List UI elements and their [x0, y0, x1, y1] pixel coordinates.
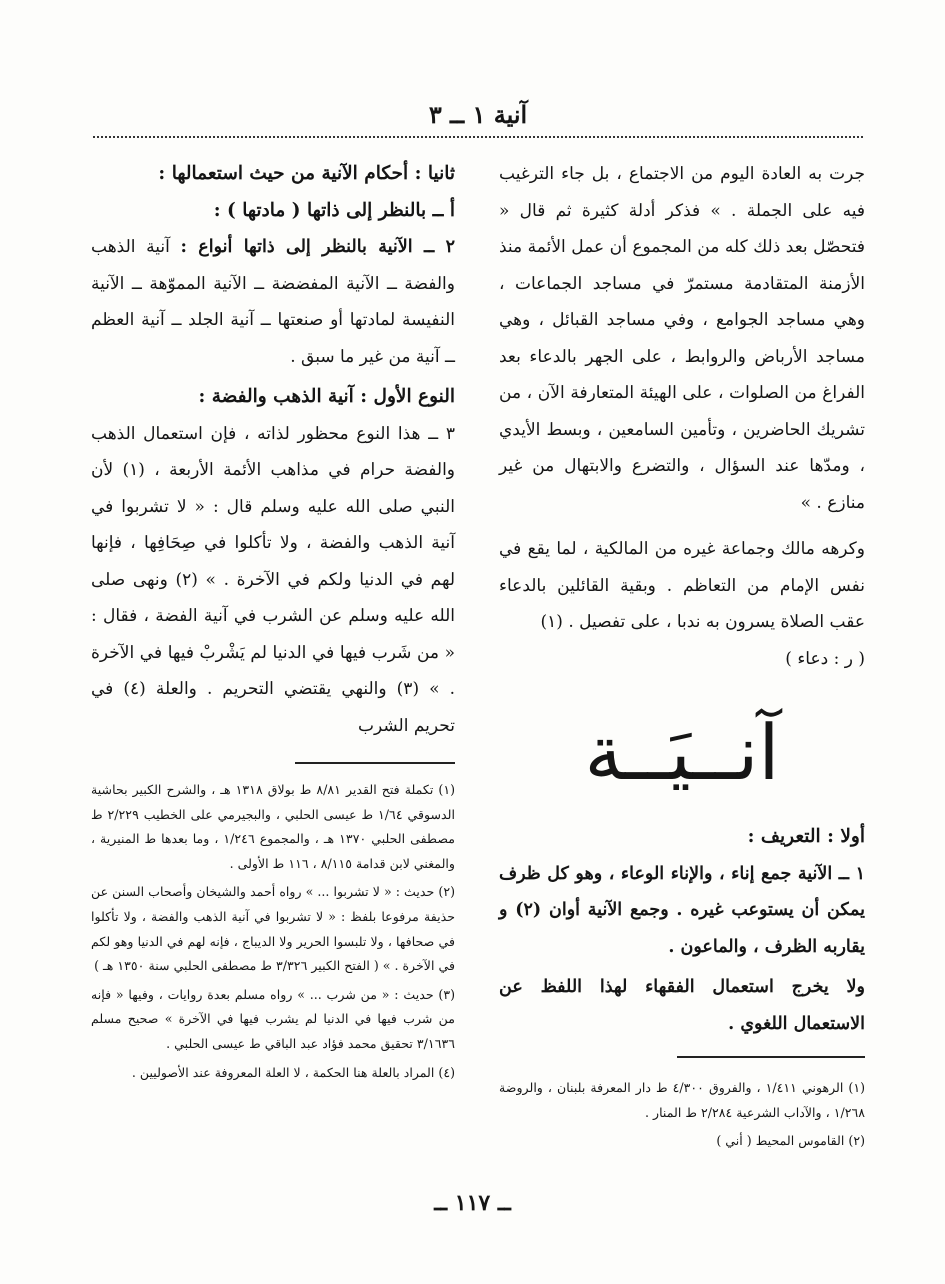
- column-one: [91, 156, 455, 1085]
- footnote: (١) تكملة فتح القدير ٨/٨١ ط بولاق ١٣١٨ هـ ، والشرح الكبير بحاشية الدسوقي ١/٦٤ ط عيسى الحلبي ، والبجيرمي على الخطيب ٢/٢٢٩ ط مصطفى الحلبي ١٣٧٠ هـ ، والمجموع ١/٢٤٦ ، وما بعدها ط المنيرية ، والمغني لابن قدامة ٨/١١٥ ، ١١٦ ط الأولى .: [91, 782, 456, 871]
- footnote: (٢) حديث : « لا تشربوا ... » رواه أحمد والشيخان وأصحاب السنن عن حذيفة مرفوعا بلفظ : « لا تشربوا في آنية الذهب والفضة ، ولا تأكلوا في صحافها ، ولا تلبسوا الحرير ولا الديباج ، فإنه لهم في الدنيا وهو لكم في الآخرة . » ( الفتح الكبير ٣/٣٢٦ ط مصطفى الحلبي سنة ١٣٥٠ هـ ): [91, 884, 455, 974]
- paragraph-3: ٣ ــ هذا النوع محظور لذاته ، فإن استعمال الذهب والفضة حرام في مذاهب الأئمة الأربعة ، (١) لأن النبي صلى الله عليه وسلم قال : « لا تشربوا في آنية الذهب والفضة ، ولا تأكلوا في صِحَافِها ، فإنها لهم في الدنيا ولكم في الآخرة . » (٢) ونهى صلى الله عليه وسلم عن الشرب في آنية الفضة ، فقال : « من شَرب فيها في الدنيا لم يَشْربْ فيها في الآخرة . » (٣) والنهي يقتضي التحريم . والعلة (٤) في تحريم الشرب: [91, 423, 456, 736]
- entry-title: آنــيَــة: [584, 708, 780, 797]
- definition-paragraph: ١ ــ الآنية جمع إناء ، والإناء الوعاء ، وهو كل ظرف يمكن أن يستوعب غيره . وجمع الآنية أوان (٢) و يقاربه الظرف ، والماعون .: [499, 863, 865, 957]
- page-number: ــ ١١٧ ــ: [434, 1190, 511, 1216]
- paragraph-2: [91, 229, 455, 375]
- footnote-divider: [677, 1056, 865, 1058]
- footnote: (٢) القاموس المحيط ( أني ): [716, 1133, 865, 1149]
- definition-heading: أولا : التعريف :: [747, 826, 865, 847]
- cross-reference: ( ر : دعاء ): [785, 648, 865, 669]
- footnote: (٤) المراد بالعلة هنا الحكمة ، لا العلة المعروفة عند الأصوليين .: [131, 1064, 455, 1080]
- running-header-title: آنية ١ ــ ٣: [428, 100, 528, 129]
- body-paragraph: جرت به العادة اليوم من الاجتماع ، بل جاء الترغيب فيه على الجملة . » فذكر أدلة كثيرة ثم قال « فتحصّل بعد ذلك كله من المجموع أن عمل الأئمة منذ الأزمنة المتقادمة مستمرّ في مساجد الجماعات ، وهي مساجد الجوامع ، وفي مساجد القبائل ، وهي مساجد الأرباض والروابط ، على الجهر بالدعاء بعد الفراغ من الصلوات ، على الهيئة المتعارفة الآن ، من تشريك الحاضرين ، وتأمين السامعين ، وبسط الأيدي ، ومدّها عند السؤال ، والتضرع والابتهال من غير منازع . »: [499, 164, 865, 513]
- definition-paragraph: ولا يخرج استعمال الفقهاء لهذا اللفظ عن الاستعمال اللغوي .: [499, 977, 865, 1034]
- body-paragraph: وكرهه مالك وجماعة غيره من المالكية ، لما يقع في نفس الإمام من التعاظم . وبقية القائلين بالدعاء عقب الصلاة يسرون به ندبا ، على تفصيل . (١): [499, 539, 865, 632]
- footnote: (٣) حديث : « من شرب ... » رواه مسلم بعدة روايات ، وفيها « فإنه من شرب فيها في الدنيا لم يشرب فيها في الآخرة » صحيح مسلم ٣/١٦٣٦ تحقيق محمد فؤاد عبد الباقي ط عيسى الحلبي .: [91, 986, 455, 1051]
- footnote: (١) الرهوني ١/٤١١ ، والفروق ٤/٣٠٠ ط دار المعرفة بلبنان ، والروضة ١/٢٦٨ ، والآداب الشرعية ٢/٢٨٤ ط المنار .: [499, 1080, 865, 1120]
- footnote-divider: [295, 762, 455, 764]
- page-header: [93, 96, 863, 138]
- section-heading: ثانيا : أحكام الآنية من حيث استعمالها :: [158, 163, 455, 184]
- type-heading: النوع الأول : آنية الذهب والفضة :: [198, 386, 455, 407]
- subsection-heading: أ ــ بالنظر إلى ذاتها ( مادتها ) :: [213, 199, 455, 221]
- left-column: [499, 156, 865, 1154]
- paragraph-2-lead: ٢ ــ الآنية بالنظر إلى ذاتها أنواع :: [180, 237, 455, 257]
- paragraph-2-text: آنية الذهب والفضة ــ الآنية المفضضة ــ الآنية المموّهة ــ الآنية النفيسة لمادتها أو صنعتها ــ آنية الجلد ــ آنية العظم ــ آنية من غير ما سبق .: [91, 237, 455, 367]
